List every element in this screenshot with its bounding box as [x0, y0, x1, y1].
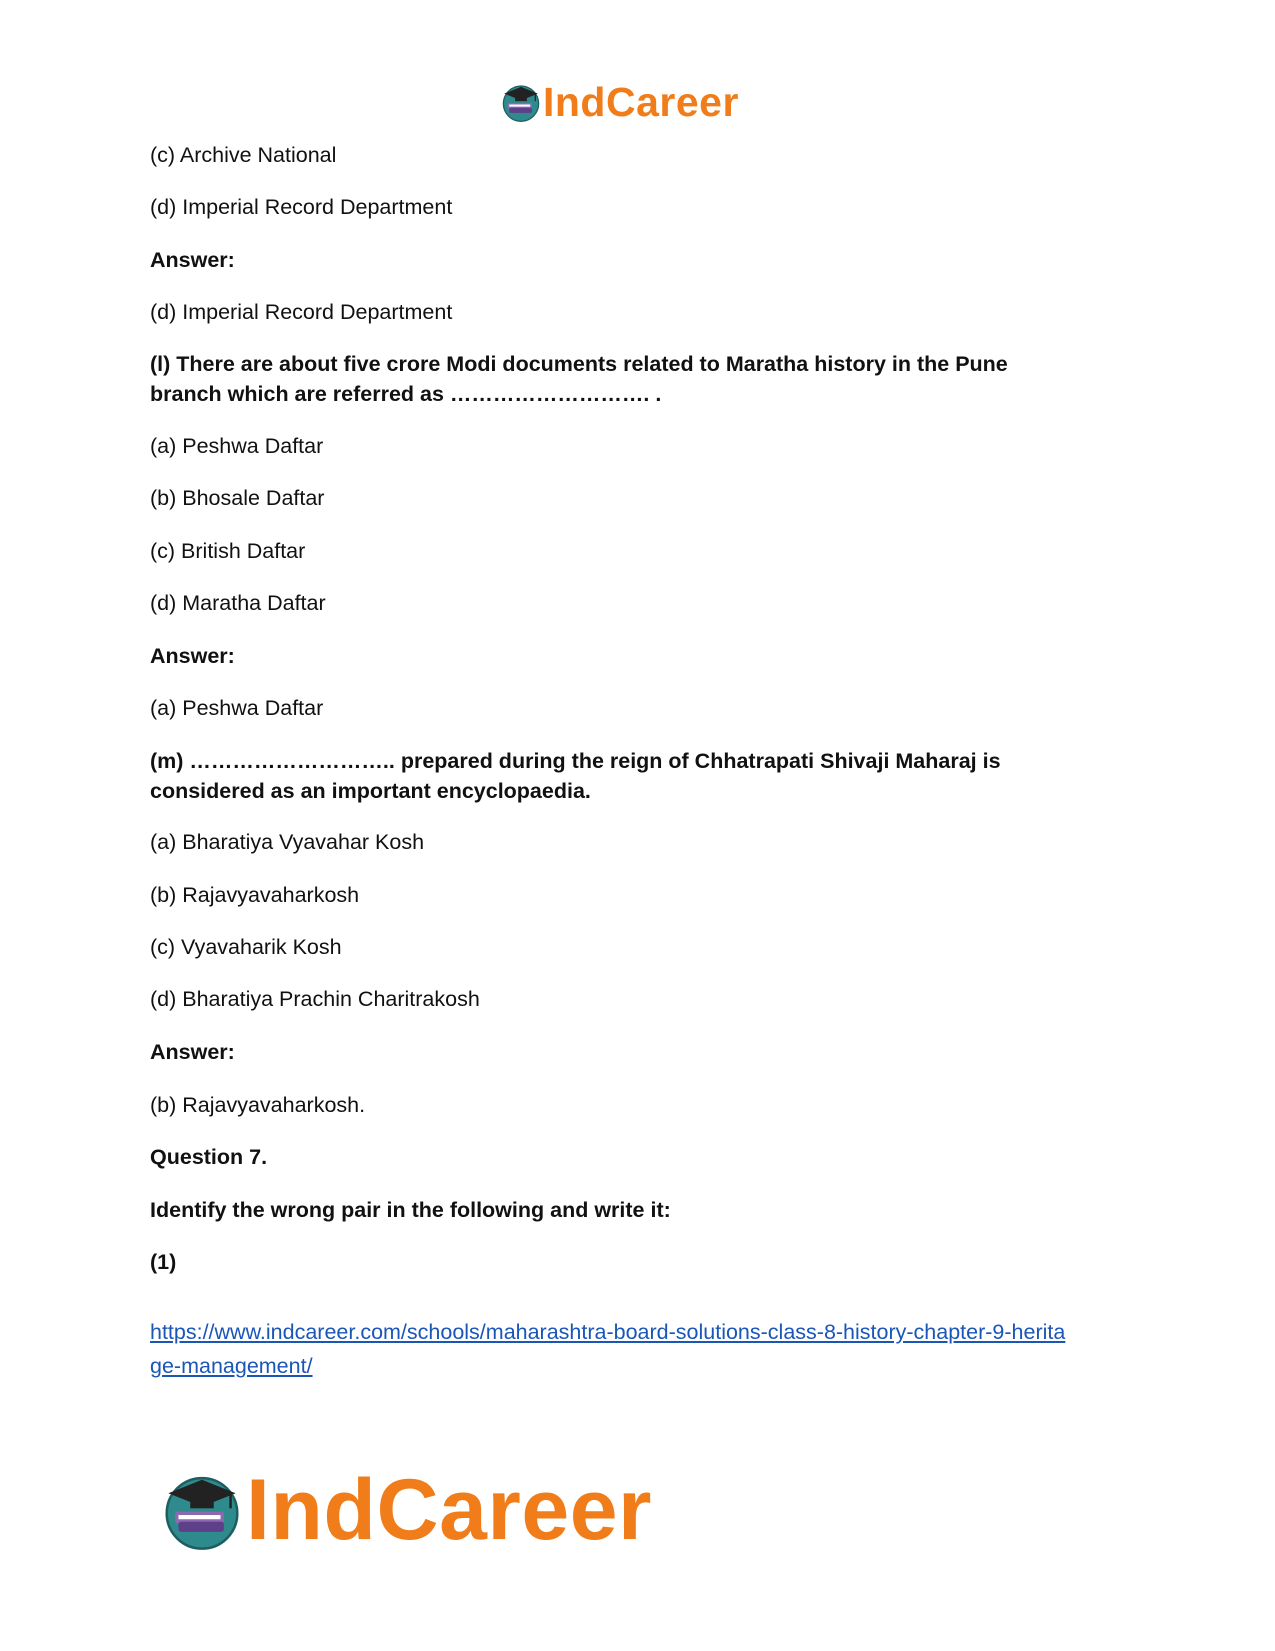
option-text: (c) British Daftar	[150, 539, 306, 563]
option-text: (d) Imperial Record Department	[150, 195, 453, 219]
brand-name: IndCareer	[543, 79, 739, 125]
answer-text: (b) Rajavyavaharkosh.	[150, 1093, 366, 1117]
header-logo	[500, 78, 739, 126]
question-text: (m) ……………………….. prepared during the reign of Chhatrapati Shivaji Maharaj is	[150, 749, 1001, 773]
option-text: (b) Bhosale Daftar	[150, 486, 325, 510]
question-text: branch which are referred as ………………………. .	[150, 382, 662, 406]
answer-label: Answer:	[150, 1040, 235, 1064]
answer-text: (d) Imperial Record Department	[150, 300, 453, 324]
option-text: (a) Bharatiya Vyavahar Kosh	[150, 830, 425, 854]
globe-cap-icon	[500, 81, 542, 123]
option-text: (c) Vyavaharik Kosh	[150, 935, 342, 959]
question-heading: Question 7.	[150, 1145, 268, 1169]
answer-label: Answer:	[150, 248, 235, 272]
answer-text: (a) Peshwa Daftar	[150, 696, 324, 720]
option-text: (d) Maratha Daftar	[150, 591, 326, 615]
answer-label: Answer:	[150, 644, 235, 668]
question-text: Identify the wrong pair in the following and write it:	[150, 1198, 671, 1222]
option-text: (c) Archive National	[150, 143, 337, 167]
brand-name: IndCareer	[246, 1462, 652, 1558]
option-text: (a) Peshwa Daftar	[150, 434, 324, 458]
option-text: (b) Rajavyavaharkosh	[150, 883, 360, 907]
option-text: (d) Bharatiya Prachin Charitrakosh	[150, 987, 480, 1011]
globe-cap-icon	[160, 1468, 244, 1552]
footer-logo	[160, 1460, 652, 1560]
question-text: considered as an important encyclopaedia.	[150, 779, 591, 803]
source-link[interactable]: https://www.indcareer.com/schools/maharashtra-board-solutions-class-8-history-chapter-9-herita	[150, 1320, 1066, 1344]
sub-question-number: (1)	[150, 1250, 177, 1274]
question-text: (l) There are about five crore Modi documents related to Maratha history in the Pune	[150, 352, 1008, 376]
source-link-continued[interactable]: ge-management/	[150, 1354, 313, 1378]
